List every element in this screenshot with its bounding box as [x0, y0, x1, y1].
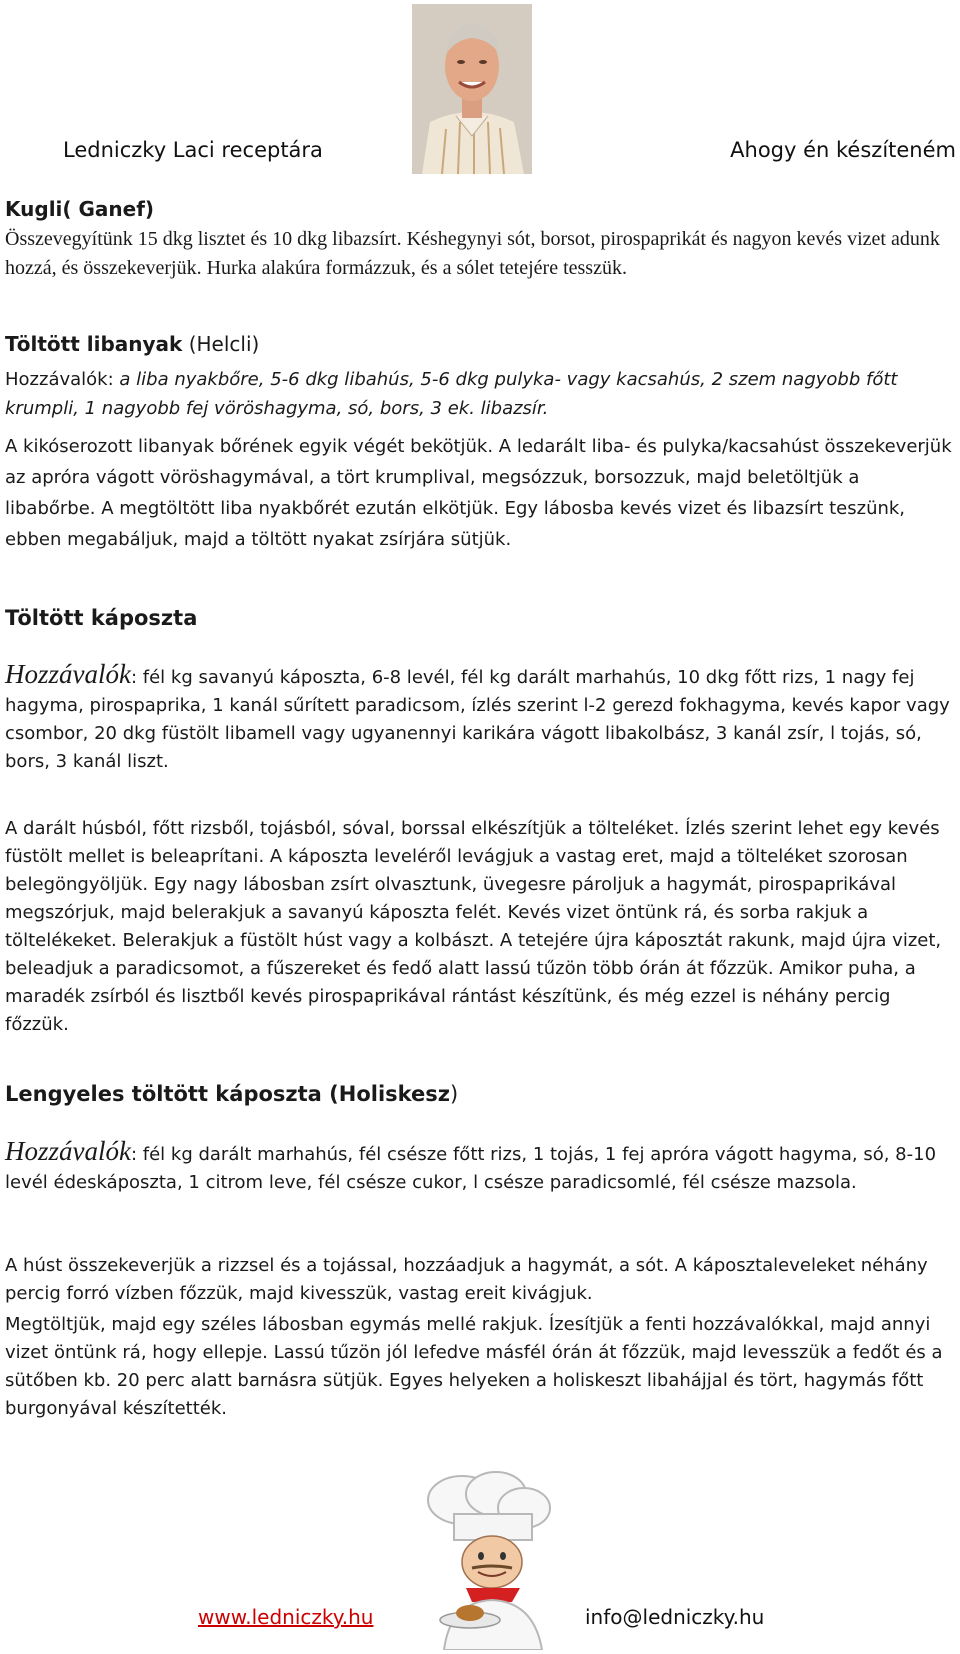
recipe-body-kaposzta: A darált húsból, főtt rizsből, tojásból, sóval, borssal elkészítjük a tölteléket. Ízlés szerint lehet egy kevés füstölt mellet is beleaprítani. A káposzta leveléről levágjuk a vastag eret, majd a tölteléket szorosan belegöngyöljük. Egy nagy lábosban zsírt olvasztunk, üvegesre pároljuk a hagymát, pirospaprikával megszórjuk, majd belerakjuk a savanyú káposzta felét. Kevés vizet öntünk rá, és sorba rakjuk a töltelékeket. Belerakjuk a füstölt húst vagy a kolbászt. A tetejére újra káposztát rakunk, majd újra vizet, beleadjuk a paradicsomot, a fűszereket és fedő alatt lassú tűzön több órán át főzzük. Amikor puha, a maradék zsírból és lisztből kevés pirospaprikával rántást készítünk, és még ezzel is néhány percig főzzük.: [5, 818, 942, 1035]
header-site-title: Ledniczky Laci receptára: [63, 138, 323, 162]
recipe-title-libanyak: [5, 330, 955, 359]
recipe-title-libanyak-suffix: (Helcli): [182, 332, 260, 356]
ingredients-label: Hozzávalók:: [5, 369, 120, 390]
recipe-ingredients-libanyak: [5, 365, 955, 423]
recipe-ingredients-kaposzta: [5, 660, 955, 776]
ingredients-list: : fél kg savanyú káposzta, 6-8 levél, fél kg darált marhahús, 10 dkg főtt rizs, 1 nagy fej hagyma, pirospaprika, 1 kanál sűrített paradicsom, ízlés szerint l-2 gerezd fokhagyma, kevés kapor vagy csombor, 20 dkg füstölt libamell vagy ugyanennyi karikára vágott libakolbász, 3 kanál zsír, l tojás, só, bors, 3 kanál liszt.: [5, 667, 950, 772]
recipe-title-lengyeles-main: Lengyeles töltött káposzta (Holiskesz: [5, 1082, 451, 1106]
recipe-title-lengyeles: [5, 1080, 955, 1109]
footer-website-link[interactable]: www.ledniczky.hu: [198, 1605, 374, 1629]
recipe-body-kugli: Összevegyítünk 15 dkg lisztet és 10 dkg libazsírt. Késhegynyi sót, borsot, pirospaprikát és nagyon kevés vizet adunk hozzá, és összekeverjük. Hurka alakúra formázzuk, és a sólet tetejére tesszük.: [5, 228, 940, 279]
ingredients-list: : fél kg darált marhahús, fél csésze főtt rizs, 1 tojás, 1 fej apróra vágott hagyma, só, 8-10 levél édeskáposzta, 1 citrom leve, fél csésze cukor, l csésze paradicsomlé, fél csésze mazsola.: [5, 1144, 937, 1193]
recipe-title-kugli: Kugli( Ganef): [5, 197, 155, 221]
recipe-body-libanyak: A kikóserozott libanyak bőrének egyik végét bekötjük. A ledarált liba- és pulyka/kacsahúst összekeverjük az apróra vágott vöröshagymával, a tört krumplival, megsózzuk, borsozzuk, majd beletöltjük a libabőrbe. A megtöltött liba nyakbőrét ezután elkötjük. Egy lábosba kevés vizet és libazsírt teszünk, ebben megabáljuk, majd a töltött nyakat zsírjára sütjük.: [5, 436, 952, 550]
header-tagline: Ahogy én készíteném: [730, 138, 956, 162]
ingredients-list: a liba nyakbőre, 5-6 dkg libahús, 5-6 dkg pulyka- vagy kacsahús, 2 szem nagyobb főtt krumpli, 1 nagyobb fej vöröshagyma, só, bors, 3 ek. libazsír.: [5, 369, 898, 419]
recipe-title-lengyeles-end: ): [450, 1082, 459, 1106]
ingredients-label: Hozzávalók: [5, 659, 131, 689]
footer-email[interactable]: info@ledniczky.hu: [585, 1605, 765, 1629]
recipe-title-libanyak-main: Töltött libanyak: [5, 332, 183, 356]
author-photo: [412, 4, 532, 174]
recipe-body-lengyeles-2: Megtöltjük, majd egy széles lábosban egymás mellé rakjuk. Ízesítjük a fenti hozzávalókkal, majd annyi vizet öntünk rá, hogy ellepje. Lassú tűzön jól lefedve másfél órán át főzzük, majd levesszük a fedőt és a sütőben kb. 20 perc alatt barnásra sütjük. Egyes helyeken a holiskeszt libahájjal és tört, hagymás főtt burgonyával készítették.: [5, 1314, 943, 1419]
ingredients-label: Hozzávalók: [5, 1136, 131, 1166]
recipe-title-kaposzta: Töltött káposzta: [5, 606, 198, 630]
recipe-ingredients-lengyeles: [5, 1137, 955, 1197]
chef-illustration: [392, 1470, 578, 1650]
recipe-body-lengyeles-1: A húst összekeverjük a rizzsel és a tojással, hozzáadjuk a hagymát, a sót. A káposztaleveleket néhány percig forró vízben főzzük, majd kivesszük, vastag ereit kivágjuk.: [5, 1255, 928, 1304]
